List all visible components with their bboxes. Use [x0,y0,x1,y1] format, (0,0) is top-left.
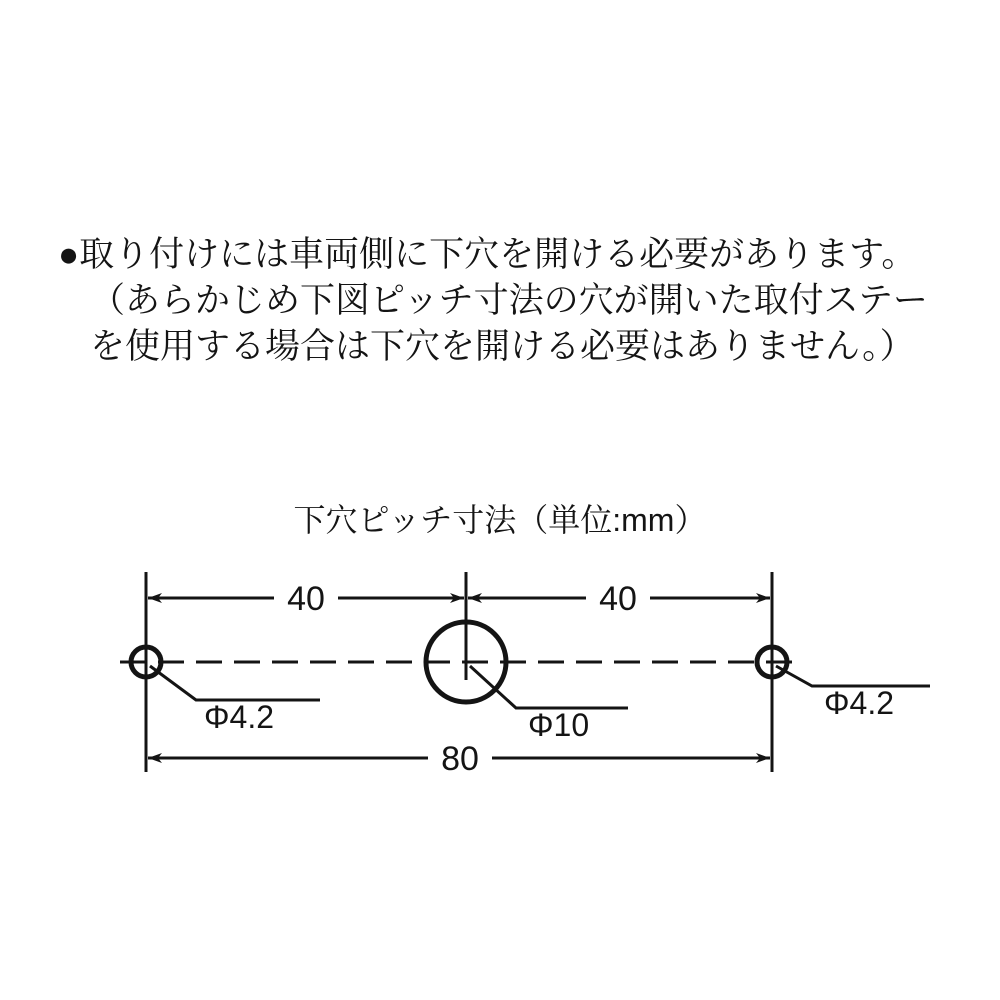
dimension-left-40: 40 [287,580,325,618]
notice-line-2: （あらかじめ下図ピッチ寸法の穴が開いた取付ステー [90,281,928,320]
label-center-hole: Φ10 [528,707,590,743]
dimension-drawing-svg [0,500,1000,820]
label-right-hole: Φ4.2 [824,685,895,721]
notice-line-3: を使用する場合は下穴を開ける必要はありません。） [90,327,915,366]
drawing-caption: 下穴ピッチ寸法（単位:mm） [293,502,707,538]
dimension-total-80: 80 [441,740,479,778]
pilot-hole-drawing [0,500,1000,820]
installation-notice [58,232,948,370]
upper-dimension-lines [148,574,770,620]
label-left-hole: Φ4.2 [204,699,275,735]
dimension-right-40: 40 [599,580,637,618]
notice-line-1: ●取り付けには車両側に下穴を開ける必要があります。 [58,235,917,274]
